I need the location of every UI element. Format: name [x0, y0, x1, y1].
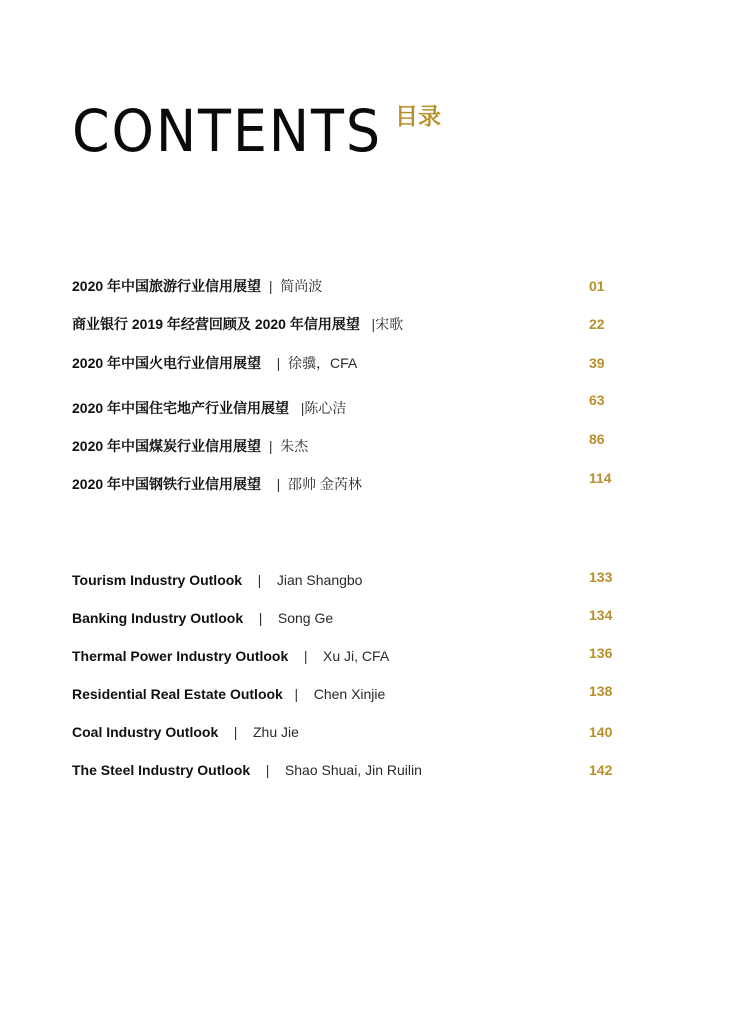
toc-separator: | [294, 686, 299, 702]
toc-entry-author: Jian Shangbo [276, 572, 363, 588]
toc-page-number: 63 [589, 392, 605, 408]
toc-entry[interactable] [72, 607, 632, 629]
toc-entry-title: Tourism Industry Outlook [72, 572, 243, 588]
toc-entry-author: 宋歌 [375, 316, 404, 332]
toc-entry-title: 商业银行 2019 年经营回顾及 2020 年信用展望 [72, 316, 360, 332]
toc-separator: | [371, 316, 376, 332]
toc-entry[interactable] [72, 352, 632, 374]
toc-page-number: 22 [589, 316, 605, 332]
toc-entry-author: 邵帅 金芮林 [288, 476, 362, 492]
toc-page-number: 134 [589, 607, 613, 623]
toc-separator: | [303, 648, 308, 664]
toc-page-number: 39 [589, 355, 605, 371]
toc-entry-title: 2020 年中国火电行业信用展望 [72, 355, 262, 371]
toc-entry-title: Banking Industry Outlook [72, 610, 244, 626]
toc-entry-author: Chen Xinjie [313, 686, 386, 702]
toc-entry-author: 徐骥，CFA [288, 355, 358, 371]
toc-separator: | [268, 438, 273, 454]
toc-page-number: 114 [589, 470, 612, 486]
toc-separator: | [300, 400, 305, 416]
toc-entry[interactable] [72, 470, 632, 495]
toc-entry-author: Shao Shuai, Jin Ruilin [284, 762, 422, 778]
toc-page-number: 136 [589, 645, 613, 661]
toc-entry-title: The Steel Industry Outlook [72, 762, 251, 778]
toc-separator: | [233, 724, 238, 740]
toc-entry-title: Residential Real Estate Outlook [72, 686, 283, 702]
toc-entry[interactable] [72, 392, 632, 419]
toc-separator: | [268, 278, 273, 294]
toc-entry-author: 陈心洁 [304, 400, 347, 416]
toc-entry-author: 简尚波 [280, 278, 323, 294]
toc-entry-title: Coal Industry Outlook [72, 724, 219, 740]
toc-entry-title: Thermal Power Industry Outlook [72, 648, 289, 664]
page-subtitle: 目录 [395, 104, 441, 130]
toc-separator: | [258, 610, 263, 626]
toc-page-number: 142 [589, 762, 613, 778]
toc-page-number: 140 [589, 724, 613, 740]
toc-entry[interactable] [72, 569, 632, 591]
toc-entry[interactable] [72, 645, 632, 667]
toc-entry[interactable] [72, 431, 632, 457]
toc-entry[interactable] [72, 759, 632, 781]
toc-page-number: 138 [589, 683, 613, 699]
toc-entry-author: Song Ge [277, 610, 334, 626]
toc-separator: | [265, 762, 270, 778]
toc-page-number: 133 [589, 569, 613, 585]
toc-entry-author: 朱杰 [280, 438, 309, 454]
toc-entry[interactable] [72, 313, 632, 335]
toc-entry-title: 2020 年中国钢铁行业信用展望 [72, 476, 262, 492]
toc-entry-author: Zhu Jie [253, 724, 299, 740]
toc-entry[interactable] [72, 721, 632, 743]
toc-separator: | [276, 355, 281, 371]
toc-entry-title: 2020 年中国旅游行业信用展望 [72, 278, 262, 294]
toc-page-number: 01 [589, 278, 605, 294]
toc-page-number: 86 [589, 431, 605, 447]
toc-separator: | [257, 572, 262, 588]
toc-entry[interactable] [72, 683, 632, 705]
toc-entry-title: 2020 年中国煤炭行业信用展望 [72, 438, 262, 454]
toc-entry-author: Xu Ji, CFA [323, 648, 390, 664]
page-title: CONTENTS [72, 97, 382, 165]
toc-entry[interactable] [72, 275, 632, 297]
toc-separator: | [276, 476, 281, 492]
toc-entry-title: 2020 年中国住宅地产行业信用展望 [72, 400, 290, 416]
